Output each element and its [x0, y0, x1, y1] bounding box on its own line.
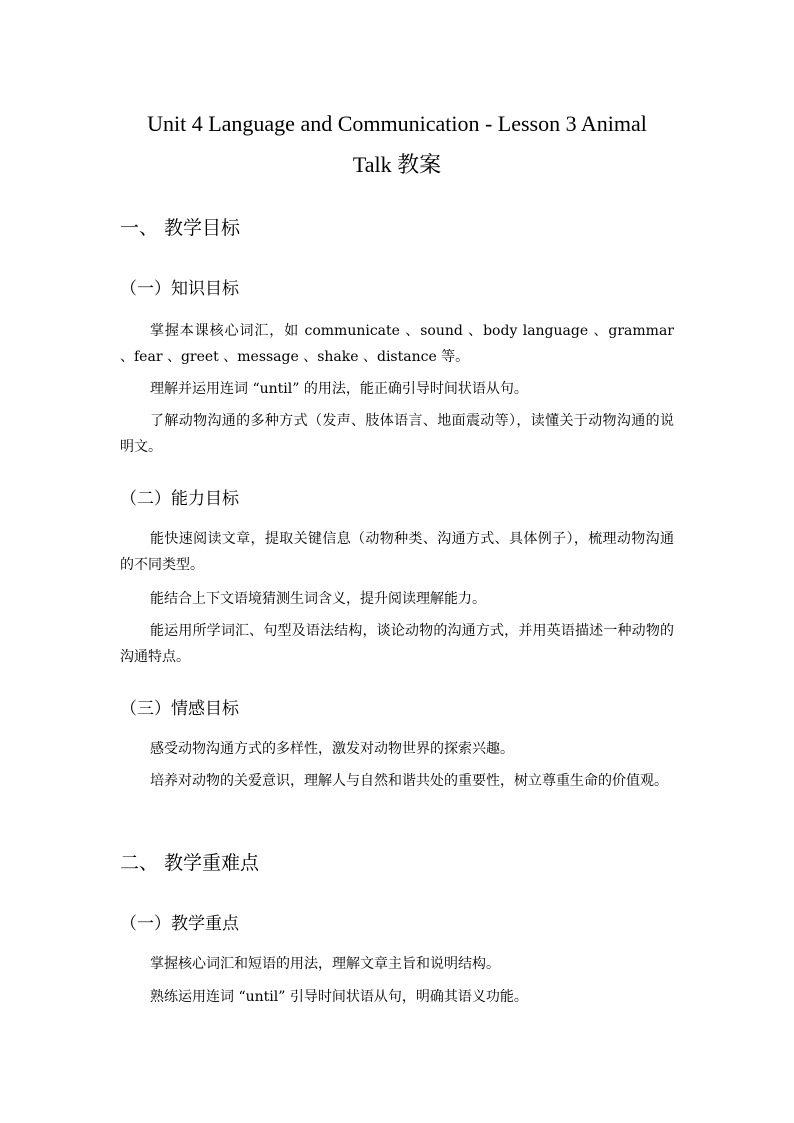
paragraph-animal-communication-ways: 了解动物沟通的多种方式（发声、肢体语言、地面震动等），读懂关于动物沟通的说明文。	[120, 413, 674, 455]
subsection-heading-knowledge-objectives: （一）知识目标	[120, 279, 239, 299]
paragraph-fast-reading: 能快速阅读文章，提取关键信息（动物种类、沟通方式、具体例子），梳理动物沟通的不同类型。	[120, 531, 674, 573]
paragraph-describe-animal: 能运用所学词汇、句型及语法结构，谈论动物的沟通方式，并用英语描述一种动物的沟通特点。	[120, 623, 674, 665]
document-title-line-2: Talk 教案	[352, 152, 442, 177]
paragraph-until-usage: 理解并运用连词 “until” 的用法，能正确引导时间状语从句。	[150, 381, 528, 397]
paragraph-until-clause: 熟练运用连词 “until” 引导时间状语从句，明确其语义功能。	[150, 989, 528, 1005]
subsection-heading-emotional-objectives: （三）情感目标	[120, 699, 239, 719]
paragraph-guess-meaning: 能结合上下文语境猜测生词含义，提升阅读理解能力。	[150, 591, 486, 607]
paragraph-diversity-interest: 感受动物沟通方式的多样性，激发对动物世界的探索兴趣。	[150, 741, 514, 757]
paragraph-master-vocabulary: 掌握核心词汇和短语的用法，理解文章主旨和说明结构。	[150, 956, 500, 972]
section-heading-teaching-objectives: 一、 教学目标	[120, 217, 241, 239]
paragraph-core-vocabulary: 掌握本课核心词汇，如 communicate 、sound 、body language 、grammar 、fear 、greet 、message 、shake 、distance 等。	[120, 323, 674, 365]
subsection-heading-key-points: （一）教学重点	[120, 914, 239, 934]
paragraph-respect-life: 培养对动物的关爱意识，理解人与自然和谐共处的重要性，树立尊重生命的价值观。	[150, 773, 668, 789]
document-title-line-1: Unit 4 Language and Communication - Lesson 3 Animal	[147, 111, 647, 136]
section-heading-key-and-difficult-points: 二、 教学重难点	[120, 852, 260, 874]
subsection-heading-ability-objectives: （二）能力目标	[120, 489, 239, 509]
